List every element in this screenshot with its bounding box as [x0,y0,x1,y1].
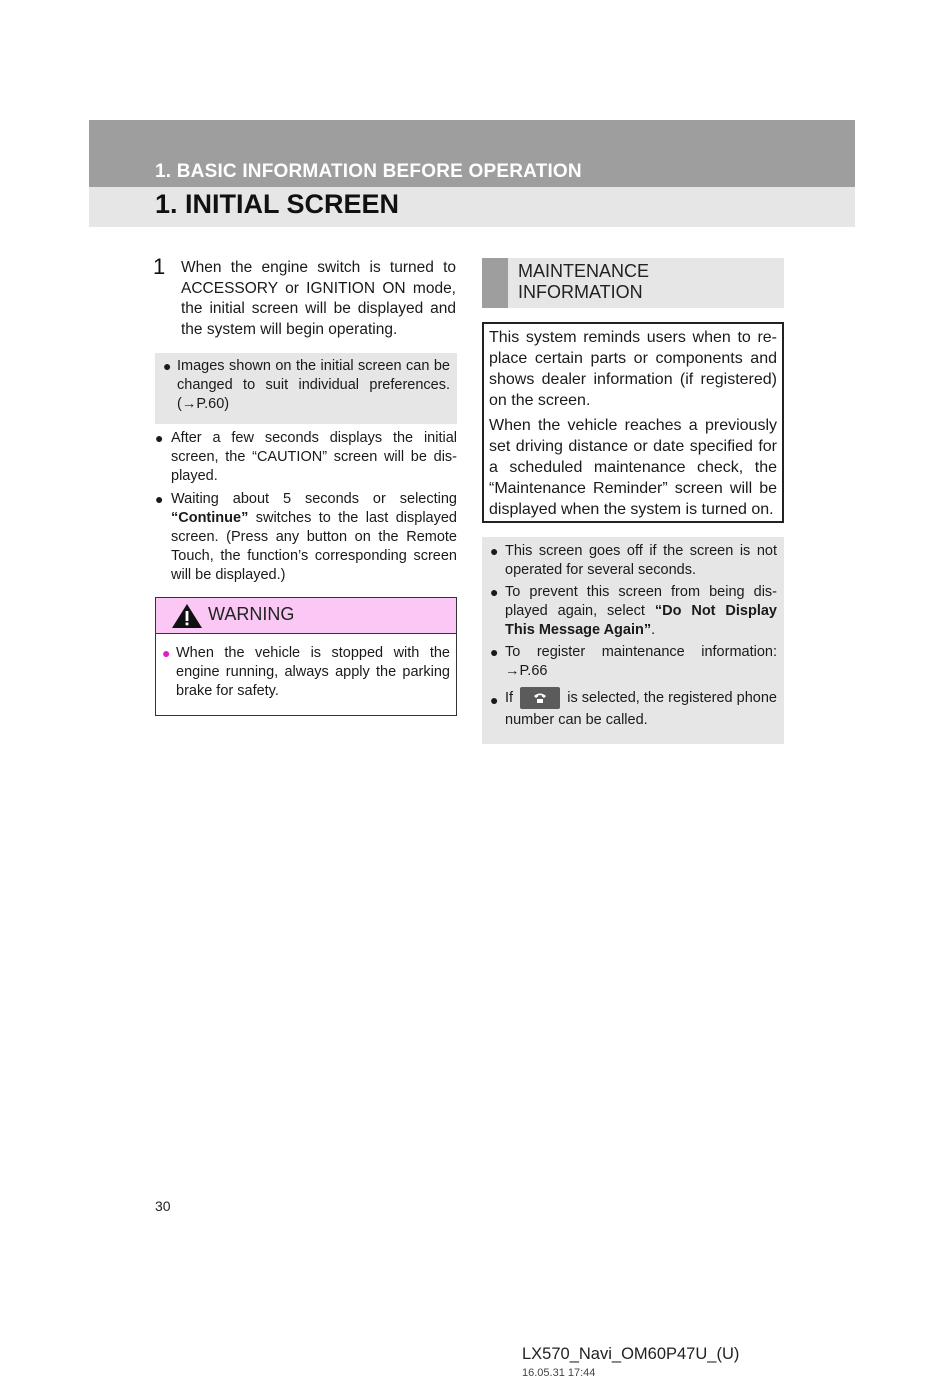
list-item-text-pre: To prevent this screen from being dis-played again, select [505,584,777,619]
bullet-icon: ● [155,491,164,507]
bullet-list [155,429,457,588]
document-id: LX570_Navi_OM60P47U_(U) [522,1345,740,1363]
list-item [490,583,777,640]
list-item [490,643,777,662]
list-item [155,490,457,585]
note-box [155,353,457,424]
bullet-icon: ● [163,358,172,374]
list-item-text: To register maintenance information: [505,644,777,660]
page-reference: →P.66 [505,663,548,679]
bullet-icon: ● [490,543,499,559]
maintenance-title-line2: INFORMATION [518,282,643,302]
warning-text: When the vehicle is stopped with the engine running, always apply the parking brake for safety. [176,645,450,699]
bullet-icon: ● [490,692,499,708]
phone-icon [533,692,547,704]
bullet-icon: ● [162,645,171,661]
phone-button [520,687,560,709]
note-text: Images shown on the initial screen can be changed to suit individual preferences. (→P.60) [177,358,450,412]
maintenance-title [518,261,649,303]
warning-box [155,597,457,716]
list-item-text: After a few seconds displays the initial screen, the “CAUTION” screen will be dis-played. [171,430,457,484]
maintenance-description-box [482,322,784,523]
warning-bullet [162,644,450,701]
page-number: 30 [155,1198,171,1214]
heading-accent-bar [482,258,508,308]
note-bullet [163,357,450,414]
chapter-heading: 1. BASIC INFORMATION BEFORE OPERATION [155,161,582,182]
maintenance-heading [482,258,784,308]
maintenance-title-line1: MAINTENANCE [518,261,650,281]
bullet-icon: ● [155,430,164,446]
maintenance-paragraph-1: This system reminds users when to re-place certain parts or components and shows dealer information (if registered) on the screen. [489,329,777,409]
list-item-text-pre: Waiting about 5 seconds or selecting [171,491,457,507]
list-item [155,429,457,486]
bullet-icon: ● [490,644,499,660]
list-item-text-post: . [651,622,656,638]
list-item-text-post: is selected, the registered phone number can be called. [505,690,777,729]
list-item [490,542,777,580]
do-not-display-keyword: “Do Not Display This Message Again” [505,603,777,638]
warning-triangle-icon [171,603,203,629]
maintenance-notes-box [482,537,784,744]
list-item-text-pre: If [505,690,518,706]
step-text: When the engine switch is turned to ACCESSORY or IGNITION ON mode, the initial screen will be displayed and the system will begin operating. [181,259,456,338]
continue-keyword: “Continue” [171,510,249,526]
list-item-text-post: switches to the last displayed screen. (Press any button on the Remote Touch, the function’s corresponding screen will be displayed.) [171,510,457,583]
warning-header [156,598,456,634]
page-title: 1. INITIAL SCREEN [155,189,400,219]
list-item-text: This screen goes off if the screen is not operated for several seconds. [505,543,777,578]
maintenance-paragraph-2: When the vehicle reaches a previously set driving distance or date specified for a scheduled maintenance check, the “Maintenance Reminder” screen will be displayed when the system is turned on. [489,417,777,518]
list-item [490,687,777,731]
warning-body [162,644,450,701]
warning-label: WARNING [208,604,295,624]
document-date: 16.05.31 17:44 [522,1367,596,1379]
list-item-continuation [490,662,777,681]
step-number: 1 [153,254,166,279]
bullet-icon: ● [490,584,499,600]
